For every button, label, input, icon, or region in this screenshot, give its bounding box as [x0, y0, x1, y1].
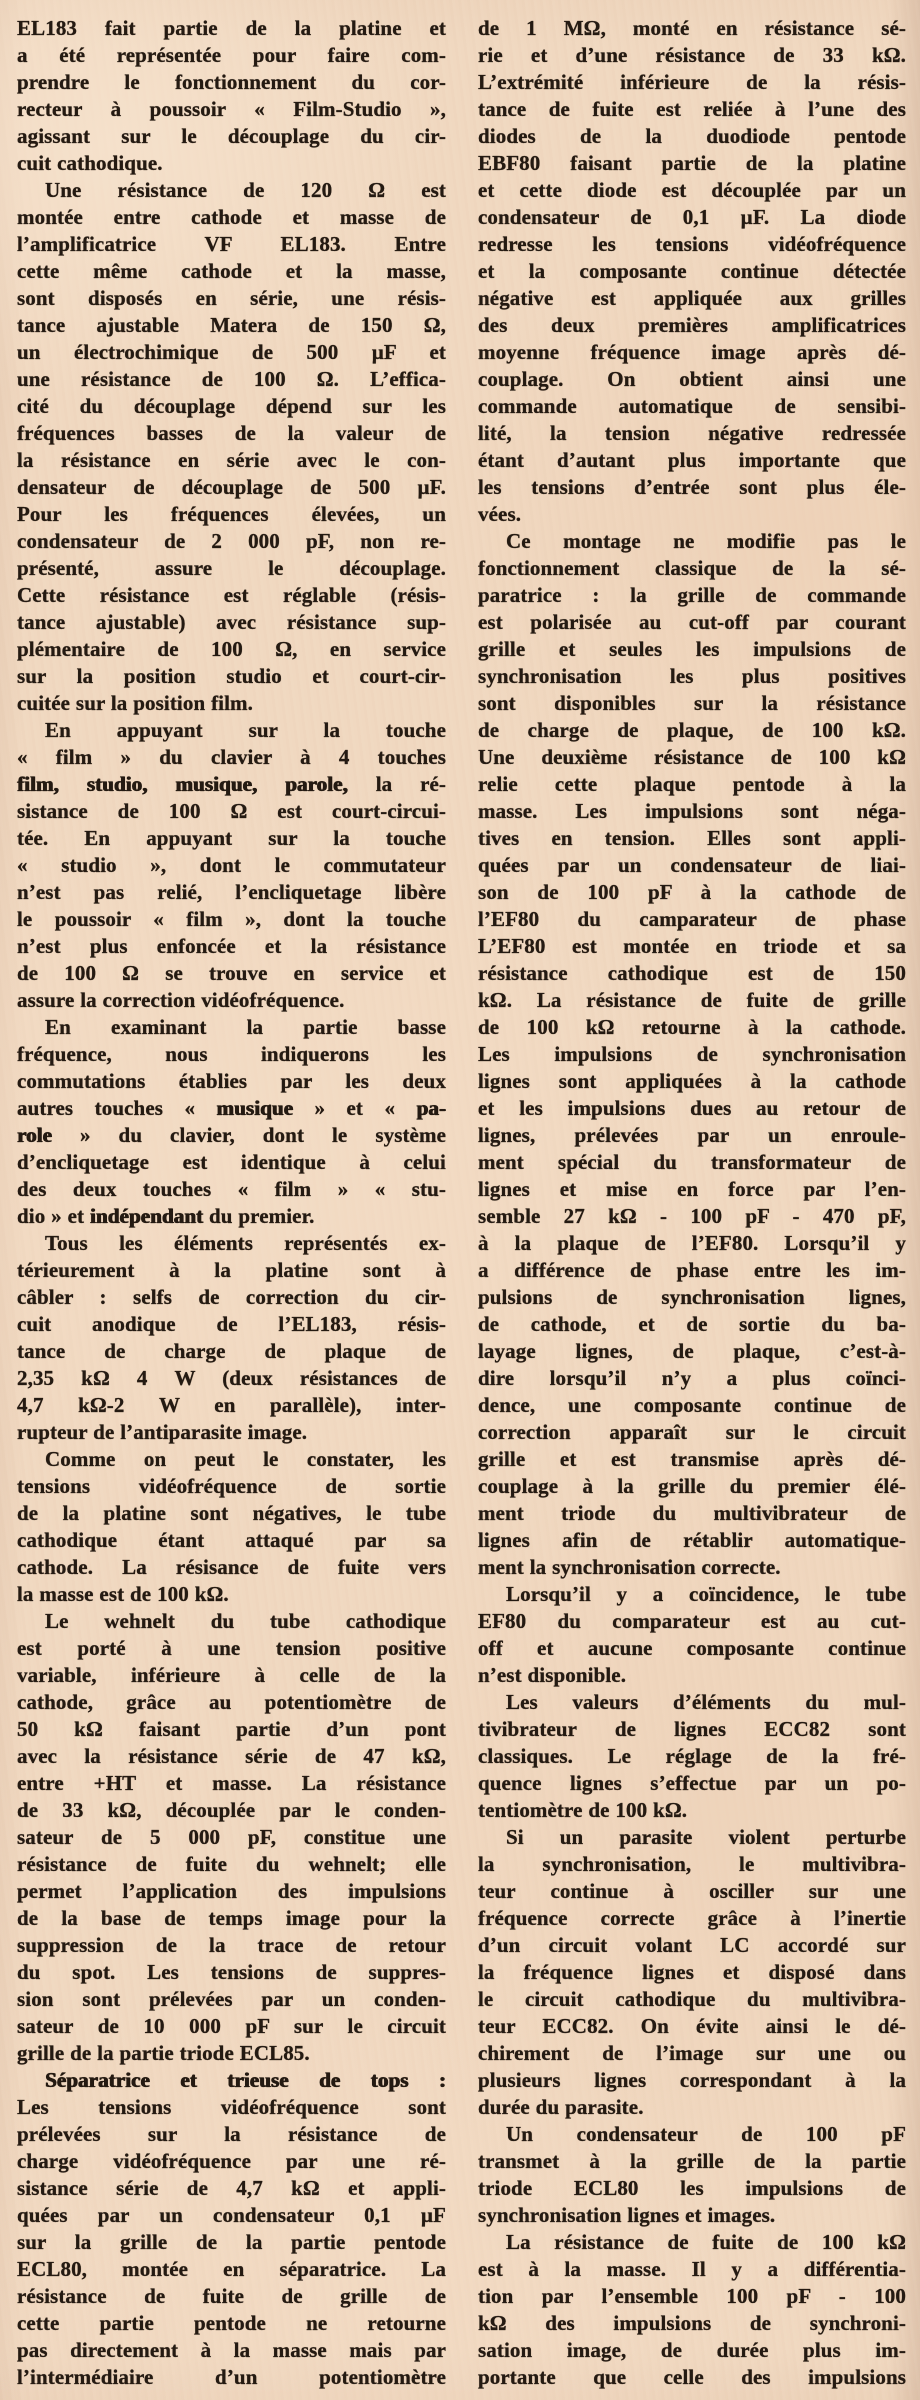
- text-line: Les valeurs d’éléments du mul-: [506, 1690, 906, 1714]
- text-line: térieurement à la platine sont à: [17, 1258, 446, 1282]
- text-line: 4,7 kΩ-2 W en parallèle), inter-: [17, 1393, 446, 1417]
- text-line: ment la synchronisation correcte.: [478, 1555, 781, 1579]
- text-line: et cette diode est découplée par un: [478, 178, 906, 202]
- text-line: plémentaire de 100 Ω, en service: [17, 637, 446, 661]
- text-line: n’est disponible.: [478, 1663, 627, 1687]
- text-line: 2,35 kΩ 4 W (deux résistances de: [17, 1366, 446, 1390]
- text-line: durée du parasite.: [478, 2095, 644, 2119]
- bold-text: Séparatrice et trieuse de tops :: [45, 2068, 446, 2092]
- text-line: commutations établies par les deux: [17, 1069, 446, 1093]
- text-line: cuitée sur la position film.: [17, 691, 253, 715]
- text-line: paratrice : la grille de commande: [478, 583, 906, 607]
- text-line: entre +HT et masse. La résistance: [17, 1771, 446, 1795]
- text-line: couplage à la grille du premier élé-: [478, 1474, 906, 1498]
- text-line: condensateur de 2 000 pF, non re-: [17, 529, 446, 553]
- text-line: tée. En appuyant sur la touche: [17, 826, 446, 850]
- text-line: a été représentée pour faire com-: [17, 43, 446, 67]
- text-line: classiques. Le réglage de la fré-: [478, 1744, 906, 1768]
- text-line: ECL80, montée en séparatrice. La: [17, 2257, 446, 2281]
- text-line: d’encliquetage est identique à celui: [17, 1150, 446, 1174]
- text-line: lignes et mise en force par l’en-: [478, 1177, 906, 1201]
- text-line: tives en tension. Elles sont appli-: [478, 826, 906, 850]
- text-line: triode ECL80 les impulsions de: [478, 2176, 906, 2200]
- text-line: prélevées sur la résistance de: [17, 2122, 446, 2146]
- text-line: layage lignes, de plaque, c’est-à-: [478, 1339, 906, 1363]
- text-line: de la base de temps image pour la: [17, 1906, 446, 1930]
- text-line: fréquence correcte grâce à l’inertie: [478, 1906, 906, 1930]
- text-column-left: [17, 15, 446, 2391]
- text-line: de charge de plaque, de 100 kΩ.: [478, 718, 906, 742]
- text-line: assure la correction vidéofréquence.: [17, 988, 345, 1012]
- text-line: l’EF80 du camparateur de phase: [478, 907, 906, 931]
- text-line: une résistance de 100 Ω. L’effica-: [17, 367, 446, 391]
- text-line: sur la position studio et court-cir-: [17, 664, 446, 688]
- bold-text: musique: [216, 1096, 294, 1120]
- text-line: la fréquence lignes et disposé dans: [478, 1960, 906, 1984]
- text-line: de cathode, et de sortie du ba-: [478, 1312, 906, 1336]
- text-line: lité, la tension négative redressée: [478, 421, 906, 445]
- text-line: condensateur de 0,1 µF. La diode: [478, 205, 906, 229]
- text-line: a différence de phase entre les im-: [478, 1258, 906, 1282]
- text-line: recteur à poussoir « Film-Studio »,: [17, 97, 446, 121]
- text-line: de 33 kΩ, découplée par le conden-: [17, 1798, 446, 1822]
- text-line: EF80 du comparateur est au cut-: [478, 1609, 906, 1633]
- text-line: grille et est transmise après dé-: [478, 1447, 906, 1471]
- text-line: 50 kΩ faisant partie d’un pont: [17, 1717, 446, 1741]
- text-line: tance ajustable) avec résistance sup-: [17, 610, 446, 634]
- text-line: des deux premières amplificatrices: [478, 313, 906, 337]
- text-line: quées par un condensateur 0,1 µF: [17, 2203, 446, 2227]
- text-line: correction apparaît sur le circuit: [478, 1420, 906, 1444]
- text-line: film, studio, musique, parole, la ré-: [17, 772, 446, 796]
- text-line: tion par l’ensemble 100 pF - 100: [478, 2284, 906, 2308]
- text-line: diodes de la duodiode pentode: [478, 124, 906, 148]
- text-line: [17, 2067, 446, 2094]
- text-line: pas directement à la masse mais par: [17, 2338, 446, 2362]
- text-line: Comme on peut le constater, les: [45, 1447, 446, 1471]
- text-line: l’intermédiaire d’un potentiomètre: [17, 2365, 446, 2389]
- text-line: son de 100 pF à la cathode de: [478, 880, 906, 904]
- text-line: de 100 kΩ retourne à la cathode.: [478, 1015, 906, 1039]
- text-column-right: [478, 15, 906, 2391]
- text-line: off et aucune composante continue: [478, 1636, 906, 1660]
- text-line: grille de la partie triode ECL85.: [17, 2041, 310, 2065]
- text-line: autres touches « musique » et « pa-: [17, 1096, 446, 1120]
- text-line: variable, inférieure à celle de la: [17, 1663, 446, 1687]
- text-line: semble 27 kΩ - 100 pF - 470 pF,: [478, 1204, 906, 1228]
- text-line: tivibrateur de lignes ECC82 sont: [478, 1717, 906, 1741]
- text-line: du spot. Les tensions de suppres-: [17, 1960, 446, 1984]
- text-line: rie et d’une résistance de 33 kΩ.: [478, 43, 906, 67]
- text-line: et la composante continue détectée: [478, 259, 906, 283]
- text-line: de 100 Ω se trouve en service et: [17, 961, 446, 985]
- bold-text: pa-: [416, 1096, 446, 1120]
- text-line: n’est plus enfoncée et la résistance: [17, 934, 446, 958]
- text-line: tance de charge de plaque de: [17, 1339, 446, 1363]
- text-line: pulsions de synchronisation lignes,: [478, 1285, 906, 1309]
- text-line: Tous les éléments représentés ex-: [45, 1231, 446, 1255]
- bold-text: indépendant: [89, 1204, 204, 1228]
- text-line: cuit cathodique.: [17, 151, 163, 175]
- text-line: dire lorsqu’il n’y a plus coïnci-: [478, 1366, 906, 1390]
- text-line: kΩ. La résistance de fuite de grille: [478, 988, 906, 1012]
- text-line: et les impulsions dues au retour de: [478, 1096, 906, 1120]
- text-line: négative est appliquée aux grilles: [478, 286, 906, 310]
- text-line: sistance de 100 Ω est court-circui-: [17, 799, 446, 823]
- text-line: le poussoir « film », dont la touche: [17, 907, 446, 931]
- text-line: En examinant la partie basse: [45, 1015, 446, 1039]
- text-line: cette partie pentode ne retourne: [17, 2311, 446, 2335]
- text-line: Les tensions vidéofréquence sont: [17, 2095, 446, 2119]
- text-line: vées.: [478, 502, 522, 526]
- text-line: la masse est de 100 kΩ.: [17, 1582, 229, 1606]
- text-line: sation image, de durée plus im-: [478, 2338, 906, 2362]
- text-line: La résistance de fuite de 100 kΩ: [506, 2230, 906, 2254]
- text-line: cette même cathode et la masse,: [17, 259, 446, 283]
- text-line: Si un parasite violent perturbe: [506, 1825, 906, 1849]
- text-line: dence, une composante continue de: [478, 1393, 906, 1417]
- text-line: synchronisation lignes et images.: [478, 2203, 776, 2227]
- text-line: la résistance en série avec le con-: [17, 448, 446, 472]
- text-line: L’EF80 est montée en triode et sa: [478, 934, 906, 958]
- text-line: moyenne fréquence image après dé-: [478, 340, 906, 364]
- text-line: n’est pas relié, l’encliquetage libère: [17, 880, 446, 904]
- text-line: quées par un condensateur de liai-: [478, 853, 906, 877]
- text-line: chirement de l’image sur une ou: [478, 2041, 906, 2065]
- text-line: ment triode du multivibrateur de: [478, 1501, 906, 1525]
- text-line: Un condensateur de 100 pF: [506, 2122, 906, 2146]
- text-line: sont disponibles sur la résistance: [478, 691, 906, 715]
- text-line: transmet à la grille de la partie: [478, 2149, 906, 2173]
- text-line: fréquence, nous indiquerons les: [17, 1042, 446, 1066]
- text-line: L’extrémité inférieure de la résis-: [478, 70, 906, 94]
- text-line: résistance cathodique est de 150: [478, 961, 906, 985]
- text-line: rupteur de l’antiparasite image.: [17, 1420, 308, 1444]
- text-line: étant d’autant plus importante que: [478, 448, 906, 472]
- text-line: relie cette plaque pentode à la: [478, 772, 906, 796]
- text-line: montée entre cathode et masse de: [17, 205, 446, 229]
- text-line: de la platine sont négatives, le tube: [17, 1501, 446, 1525]
- text-line: permet l’application des impulsions: [17, 1879, 446, 1903]
- text-line: suppression de la trace de retour: [17, 1933, 446, 1957]
- text-line: « studio », dont le commutateur: [17, 853, 446, 877]
- text-line: tance de fuite est reliée à l’une des: [478, 97, 906, 121]
- text-line: Une deuxième résistance de 100 kΩ: [478, 745, 906, 769]
- text-line: résistance de fuite du wehnelt; elle: [17, 1852, 446, 1876]
- text-line: teur continue à osciller sur une: [478, 1879, 906, 1903]
- text-line: à la plaque de l’EF80. Lorsqu’il y: [478, 1231, 906, 1255]
- text-line: teur ECC82. On évite ainsi le dé-: [478, 2014, 906, 2038]
- text-line: sont disposés en série, une résis-: [17, 286, 446, 310]
- text-line: cathode. La résisance de fuite vers: [17, 1555, 446, 1579]
- text-line: prendre le fonctionnement du cor-: [17, 70, 446, 94]
- text-line: avec la résistance série de 47 kΩ,: [17, 1744, 446, 1768]
- text-line: Le wehnelt du tube cathodique: [45, 1609, 446, 1633]
- text-line: sion sont prélevées par un conden-: [17, 1987, 446, 2011]
- text-line: fréquences basses de la valeur de: [17, 421, 446, 445]
- bold-text: role: [17, 1123, 52, 1147]
- text-line: Les impulsions de synchronisation: [478, 1042, 906, 1066]
- text-line: lignes, prélevées par un enroule-: [478, 1123, 906, 1147]
- text-line: couplage. On obtient ainsi une: [478, 367, 906, 391]
- text-line: ment spécial du transformateur de: [478, 1150, 906, 1174]
- text-line: commande automatique de sensibi-: [478, 394, 906, 418]
- text-line: « film » du clavier à 4 touches: [17, 745, 446, 769]
- text-line: est à la masse. Il y a différentia-: [478, 2257, 906, 2281]
- text-line: est polarisée au cut-off par courant: [478, 610, 906, 634]
- text-line: dio » et indépendant du premier.: [17, 1204, 315, 1228]
- text-line: cathodique étant attaqué par sa: [17, 1528, 446, 1552]
- text-line: les tensions d’entrée sont plus éle-: [478, 475, 906, 499]
- text-line: agissant sur le découplage du cir-: [17, 124, 446, 148]
- text-line: quence lignes s’effectue par un po-: [478, 1771, 906, 1795]
- text-line: tance ajustable Matera de 150 Ω,: [17, 313, 446, 337]
- text-line: Ce montage ne modifie pas le: [506, 529, 906, 553]
- text-line: sur la grille de la partie pentode: [17, 2230, 446, 2254]
- text-line: fonctionnement classique de la sé-: [478, 556, 906, 580]
- text-line: sistance série de 4,7 kΩ et appli-: [17, 2176, 446, 2200]
- text-line: EL183 fait partie de la platine et: [17, 16, 446, 40]
- text-line: sateur de 5 000 pF, constitue une: [17, 1825, 446, 1849]
- text-line: En appuyant sur la touche: [45, 718, 446, 742]
- text-line: résistance de fuite de grille de: [17, 2284, 446, 2308]
- text-line: cathode, grâce au potentiomètre de: [17, 1690, 446, 1714]
- text-line: des deux touches « film » « stu-: [17, 1177, 446, 1201]
- text-line: grille et seules les impulsions de: [478, 637, 906, 661]
- text-line: sateur de 10 000 pF sur le circuit: [17, 2014, 446, 2038]
- text-line: un électrochimique de 500 µF et: [17, 340, 446, 364]
- text-line: d’un circuit volant LC accordé sur: [478, 1933, 906, 1957]
- text-line: est porté à une tension positive: [17, 1636, 446, 1660]
- text-line: présenté, assure le découplage.: [17, 556, 446, 580]
- text-line: tentiomètre de 100 kΩ.: [478, 1798, 688, 1822]
- text-line: masse. Les impulsions sont néga-: [478, 799, 906, 823]
- text-line: lignes sont appliquées à la cathode: [478, 1069, 906, 1093]
- text-line: charge vidéofréquence par une ré-: [17, 2149, 446, 2173]
- text-line: plusieurs lignes correspondant à la: [478, 2068, 906, 2092]
- text-line: tensions vidéofréquence de sortie: [17, 1474, 446, 1498]
- bold-text: film, studio, musique, parole,: [17, 772, 348, 796]
- text-line: role » du clavier, dont le système: [17, 1123, 446, 1147]
- text-line: la synchronisation, le multivibra-: [478, 1852, 906, 1876]
- text-line: cité du découplage dépend sur les: [17, 394, 446, 418]
- text-line: densateur de découplage de 500 µF.: [17, 475, 446, 499]
- text-line: câbler : selfs de correction du cir-: [17, 1285, 446, 1309]
- text-line: synchronisation les plus positives: [478, 664, 906, 688]
- text-line: kΩ des impulsions de synchroni-: [478, 2311, 906, 2335]
- text-line: portante que celle des impulsions: [478, 2365, 906, 2389]
- text-line: Une résistance de 120 Ω est: [45, 178, 446, 202]
- text-line: l’amplificatrice VF EL183. Entre: [17, 232, 446, 256]
- text-line: de 1 MΩ, monté en résistance sé-: [478, 16, 906, 40]
- text-line: cuit anodique de l’EL183, résis-: [17, 1312, 446, 1336]
- text-line: Lorsqu’il y a coïncidence, le tube: [506, 1582, 906, 1606]
- text-line: Pour les fréquences élevées, un: [17, 502, 446, 526]
- text-line: le circuit cathodique du multivibra-: [478, 1987, 906, 2011]
- text-line: redresse les tensions vidéofréquence: [478, 232, 906, 256]
- text-line: Cette résistance est réglable (résis-: [17, 583, 446, 607]
- text-line: lignes afin de rétablir automatique-: [478, 1528, 906, 1552]
- text-line: EBF80 faisant partie de la platine: [478, 151, 906, 175]
